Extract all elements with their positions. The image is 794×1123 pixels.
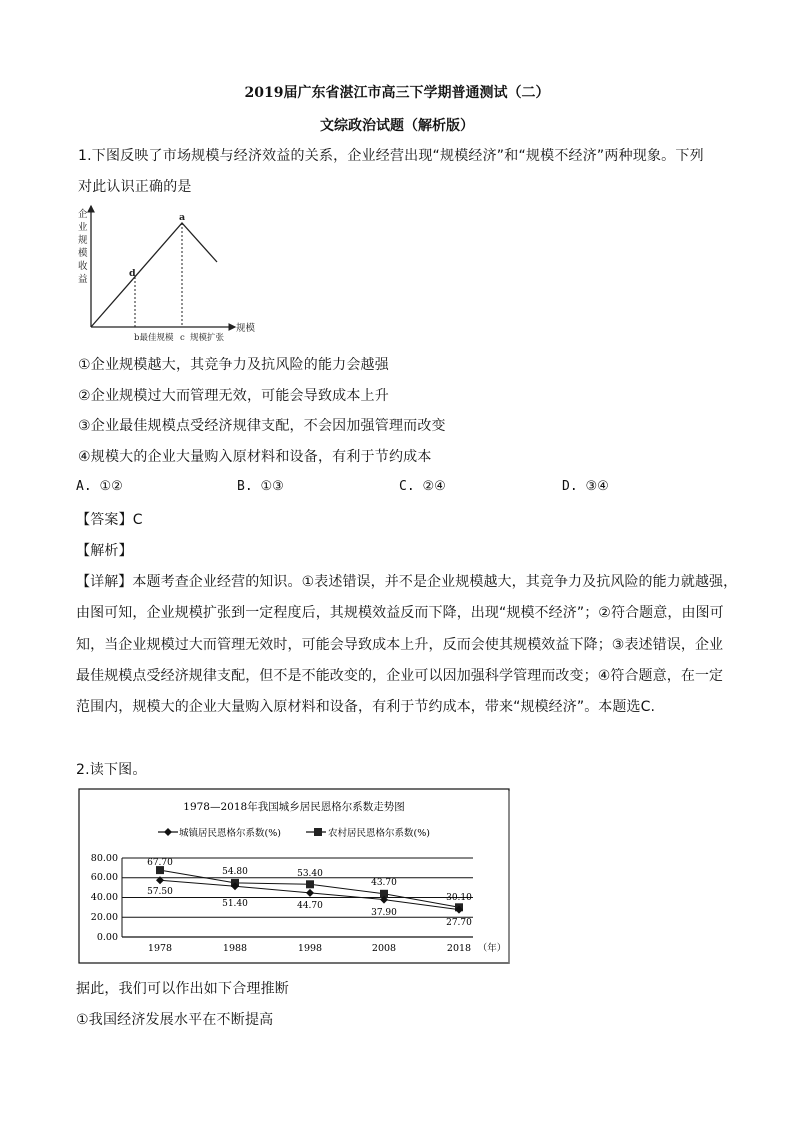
svg-text:2008: 2008 (371, 943, 397, 954)
x-axis-label: 规模 (236, 323, 256, 334)
point-a-label: a (179, 212, 186, 223)
q1-statement-4: ④规模大的企业大量购入原材料和设备，有利于节约成本 (78, 449, 432, 465)
svg-text:40.00: 40.00 (90, 892, 118, 903)
engel-coefficient-chart (78, 788, 512, 966)
best-scale-label: b最佳规模 (134, 333, 174, 343)
svg-text:1978: 1978 (147, 943, 173, 954)
q1-stem-line1: 1.下图反映了市场规模与经济效益的关系，企业经营出现“规模经济”和“规模不经济”两种现象。下列 (78, 148, 704, 164)
y-label-char: 业 (78, 222, 88, 233)
option-value: ②④ (422, 479, 446, 494)
svg-text:20.00: 20.00 (90, 912, 118, 923)
legend-urban: 城镇居民恩格尔系数(%) (179, 828, 281, 839)
svg-text:27.70: 27.70 (446, 918, 472, 928)
option-value: ①② (99, 479, 123, 494)
y-label-char: 收 (78, 261, 88, 272)
chart-title: 1978—2018年我国城乡居民恩格尔系数走势图 (183, 801, 405, 813)
detail-line-3: 知，当企业规模过大而管理无效时，可能会导致成本上升，反而会使其规模效益下降；③表述错误，企业 (76, 637, 724, 653)
q1-option-c (399, 479, 446, 494)
svg-text:57.50: 57.50 (147, 887, 173, 897)
svg-text:53.40: 53.40 (297, 869, 323, 879)
svg-text:67.70: 67.70 (147, 858, 173, 868)
detail-line-1: 【详解】本题考查企业经营的知识。①表述错误，并不是企业规模越大，其竞争力及抗风险的能力就越强， (76, 574, 738, 590)
legend-rural: 农村居民恩格尔系数(%) (328, 828, 430, 839)
svg-text:51.40: 51.40 (222, 899, 248, 909)
svg-text:44.70: 44.70 (297, 901, 323, 911)
square-marker-icon (314, 828, 322, 836)
answer-label: 【答案】C (76, 512, 143, 528)
q1-option-b (237, 479, 284, 494)
q2-stem: 2.读下图。 (76, 762, 147, 778)
svg-text:43.70: 43.70 (371, 878, 397, 888)
q1-statement-1: ①企业规模越大，其竞争力及抗风险的能力会越强 (78, 357, 389, 373)
point-c-label: c (180, 333, 185, 343)
option-value: ①③ (260, 479, 284, 494)
y-label-char: 企 (78, 209, 88, 220)
q1-statement-3: ③企业最佳规模点受经济规律支配，不会因加强管理而改变 (78, 418, 446, 434)
svg-text:60.00: 60.00 (90, 872, 118, 883)
y-label-char: 规 (78, 235, 88, 246)
point-d-label: d (129, 268, 136, 279)
option-letter: D. (562, 479, 578, 494)
scale-expansion-label: 规模扩张 (190, 333, 225, 343)
option-letter: B. (237, 479, 253, 494)
svg-text:80.00: 80.00 (90, 853, 118, 864)
scale-returns-figure (70, 200, 270, 350)
returns-curve (91, 223, 217, 327)
option-letter: A. (76, 479, 92, 494)
y-label-char: 益 (78, 274, 88, 285)
analysis-label: 【解析】 (76, 543, 133, 559)
q1-option-d (562, 479, 609, 494)
option-letter: C. (399, 479, 415, 494)
svg-text:（年）: （年） (477, 943, 507, 954)
detail-line-5: 范围内，规模大的企业大量购入原材料和设备，有利于节约成本，带来“规模经济”。本题选C. (76, 699, 656, 715)
svg-text:30.10: 30.10 (446, 893, 472, 903)
q2-statement-1: ①我国经济发展水平在不断提高 (76, 1012, 274, 1028)
detail-line-4: 最佳规模点受经济规律支配，但不是不能改变的，企业可以因加强科学管理而改变；④符合题意，在一定 (76, 668, 724, 684)
svg-text:0.00: 0.00 (96, 932, 118, 943)
document-title: 2019届广东省湛江市高三下学期普通测试（二） (244, 85, 550, 101)
svg-text:37.90: 37.90 (371, 908, 397, 918)
q1-option-a (76, 479, 123, 494)
svg-text:1988: 1988 (222, 943, 248, 954)
option-value: ③④ (585, 479, 609, 494)
q1-statement-2: ②企业规模过大而管理无效，可能会导致成本上升 (78, 388, 389, 404)
svg-text:2018: 2018 (446, 943, 472, 954)
svg-text:1998: 1998 (297, 943, 323, 954)
y-label-char: 模 (78, 248, 88, 259)
q1-stem-line2: 对此认识正确的是 (78, 179, 192, 195)
q2-inference-intro: 据此，我们可以作出如下合理推断 (76, 981, 289, 997)
svg-text:54.80: 54.80 (222, 867, 248, 877)
document-subtitle: 文综政治试题（解析版） (320, 118, 474, 134)
detail-line-2: 由图可知，企业规模扩张到一定程度后，其规模效益反而下降，出现“规模不经济”；②符合题意，由图可 (76, 605, 724, 621)
